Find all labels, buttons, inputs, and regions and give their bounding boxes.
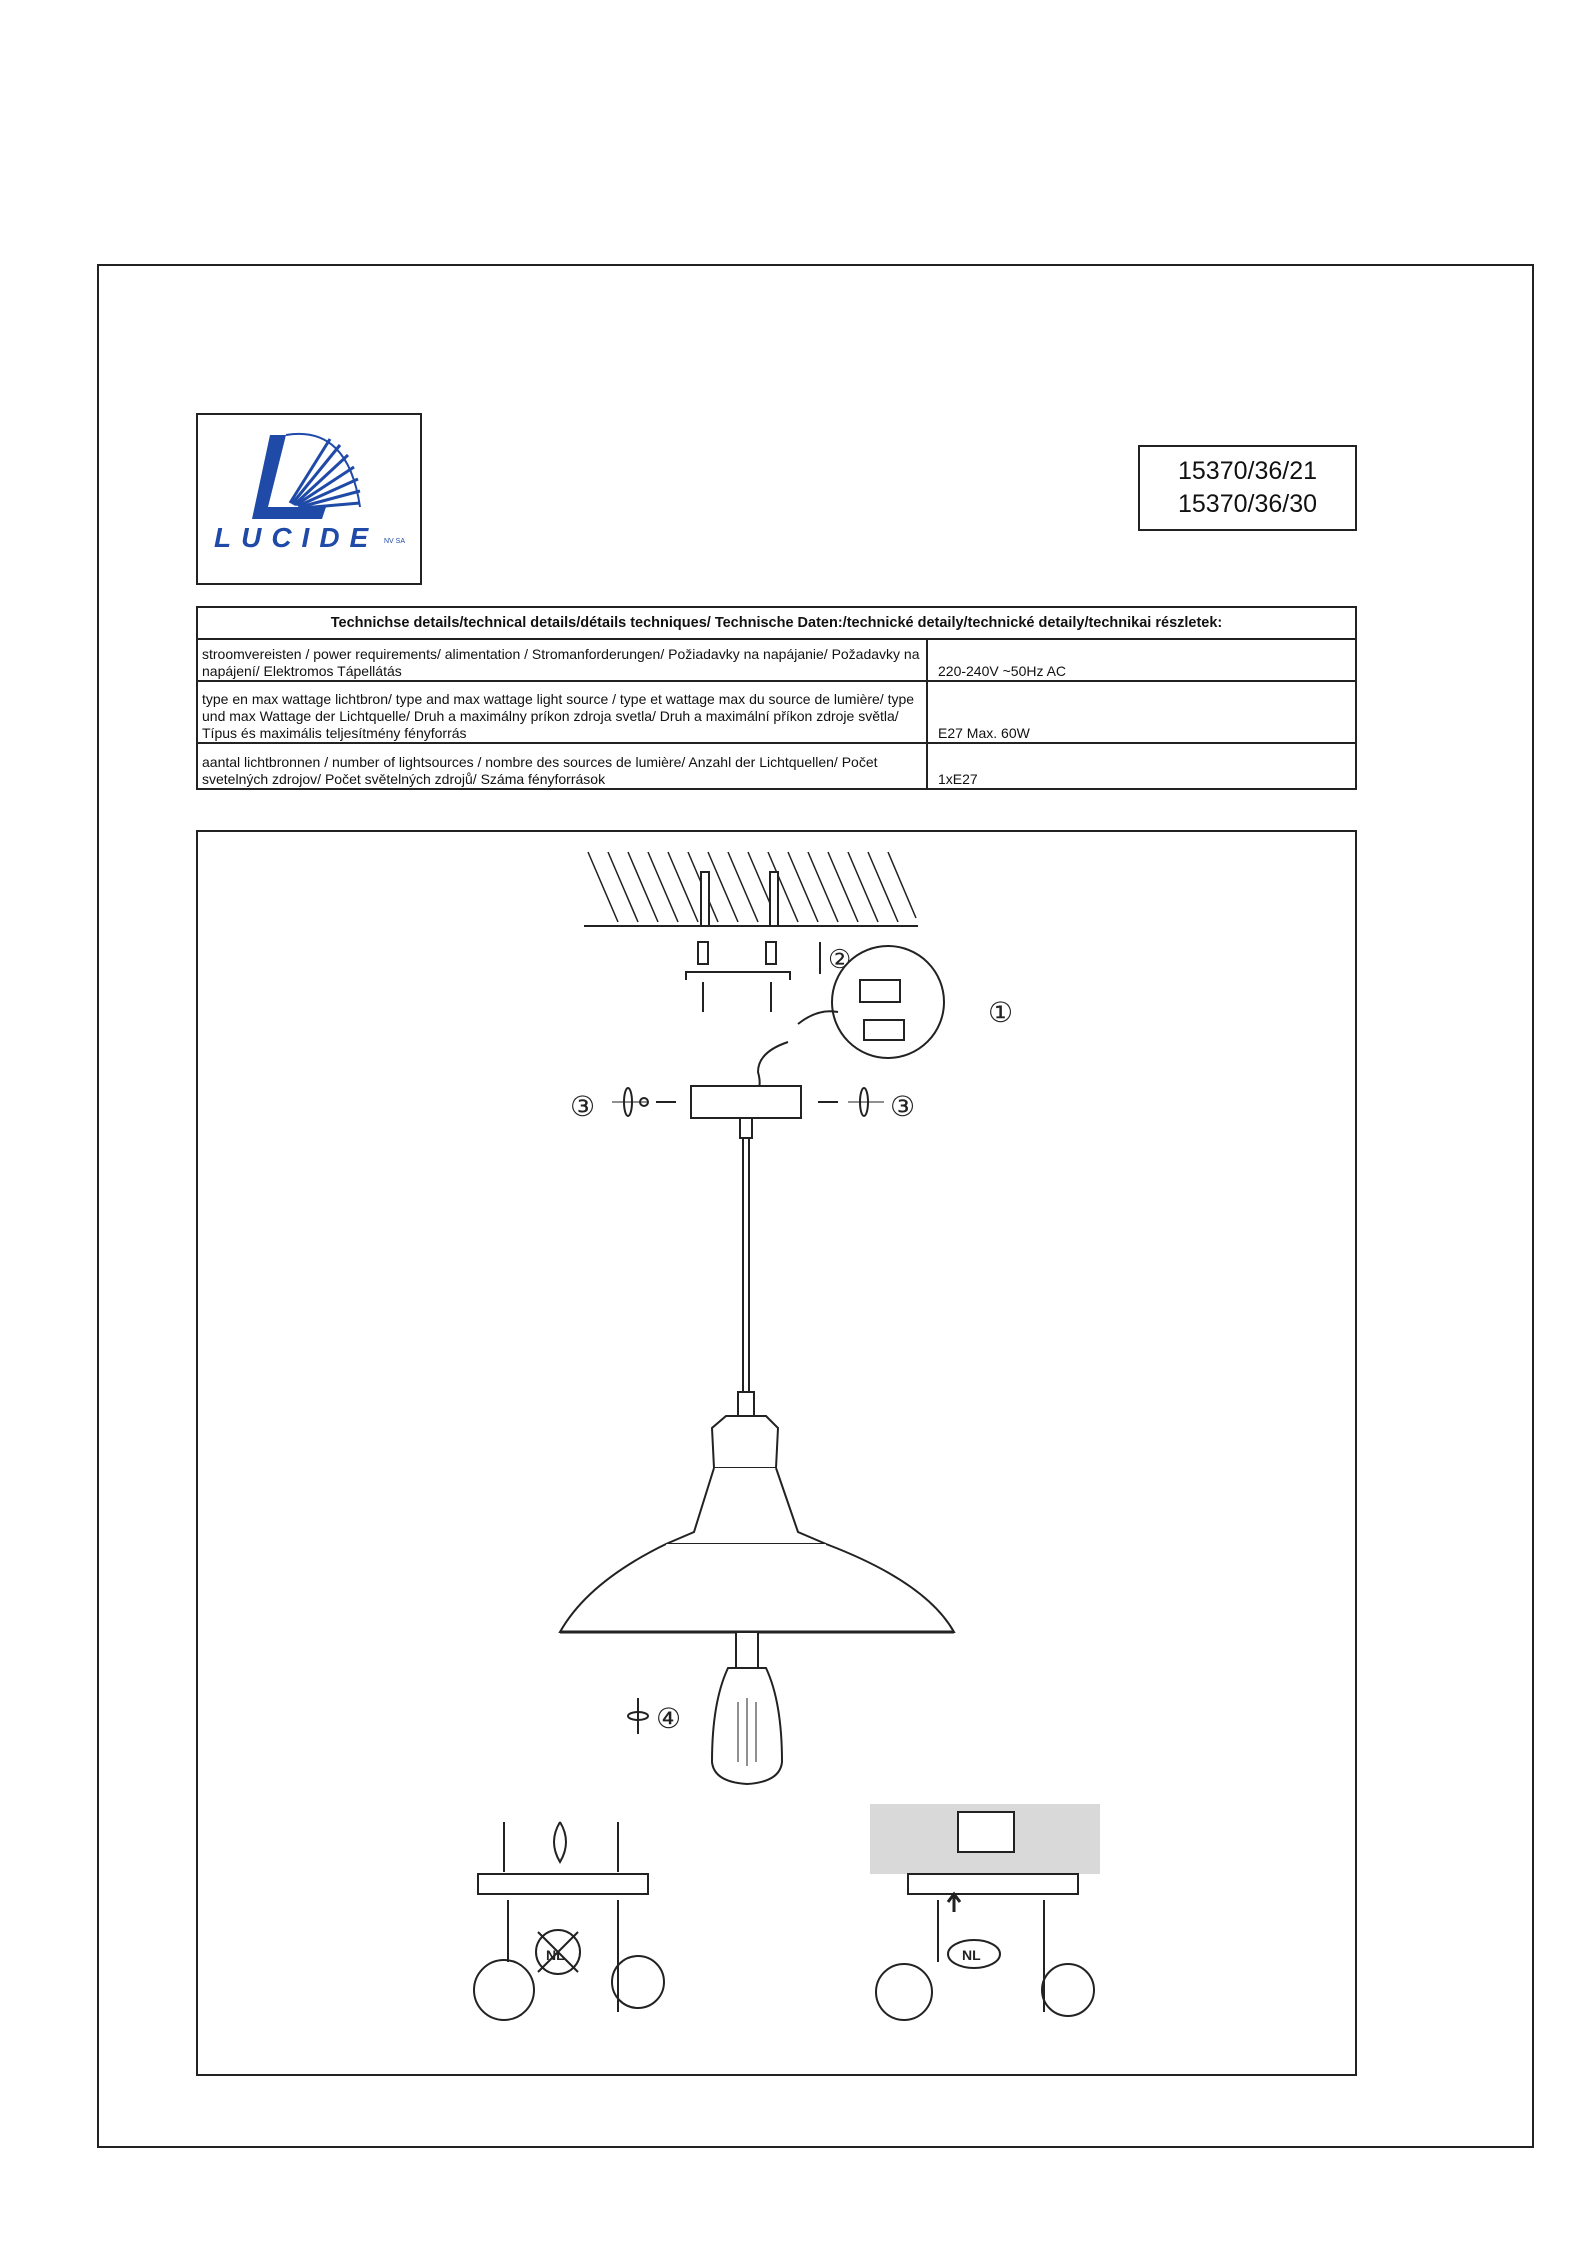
step-label-2: ② xyxy=(828,944,852,974)
row-value: 220-240V ~50Hz AC xyxy=(927,639,1356,681)
nl-badge: NL xyxy=(962,1947,981,1963)
logo-text: LUCIDE xyxy=(214,522,379,553)
brand-logo xyxy=(196,413,422,585)
table-row xyxy=(197,681,1356,743)
table-row xyxy=(197,639,1356,681)
product-code: 15370/36/30 xyxy=(1177,490,1318,518)
technical-details-table xyxy=(196,606,1357,790)
row-value: E27 Max. 60W xyxy=(927,681,1356,743)
row-label: type en max wattage lichtbron/ type and max wattage light source / type et wattage max du source de lumière/ type und max Wattage der Lichtquelle/ Druh a maximálny príkon zdroja svetla/ Druh a maximální příkon zdroje světla/ Típus és maximális teljesítmény fényforrás xyxy=(197,681,927,743)
mounting-bracket-right xyxy=(870,1804,1100,2020)
logo-small-text: NV SA xyxy=(384,538,406,545)
canopy xyxy=(612,1086,884,1118)
step-label-3-right: ③ xyxy=(890,1091,916,1122)
product-code: 15370/36/21 xyxy=(1177,457,1318,485)
table-header: Technichse details/technical details/détails techniques/ Technische Daten:/technické detaily/technické detaily/technikai részletek: xyxy=(197,607,1356,639)
product-code-box xyxy=(1138,445,1357,531)
step-label-3-left: ③ xyxy=(570,1091,596,1122)
assembly-diagram xyxy=(196,830,1357,2076)
light-bulb xyxy=(628,1632,782,1784)
step-label-4: ④ xyxy=(656,1703,682,1734)
mounting-bracket-left xyxy=(474,1822,664,2020)
nl-badge-crossed: NL xyxy=(546,1947,565,1963)
ceiling-hatch xyxy=(584,852,918,926)
row-label: stroomvereisten / power requirements/ alimentation / Stromanforderungen/ Požiadavky na napájanie/ Požadavky na napájení/ Elektromos Tápellátás xyxy=(197,639,927,681)
dowel-screws xyxy=(686,942,820,1012)
lamp-shade xyxy=(560,1416,954,1632)
row-value: 1xE27 xyxy=(927,743,1356,789)
logo-graphic xyxy=(198,415,420,583)
table-row xyxy=(197,743,1356,789)
pendant-cord xyxy=(738,1118,754,1416)
step-label-1: ① xyxy=(988,997,1014,1028)
row-label: aantal lichtbronnen / number of lightsources / nombre des sources de lumière/ Anzahl der Lichtquellen/ Počet svetelných zdrojov/ Počet světelných zdrojů/ Száma fényforrások xyxy=(197,743,927,789)
